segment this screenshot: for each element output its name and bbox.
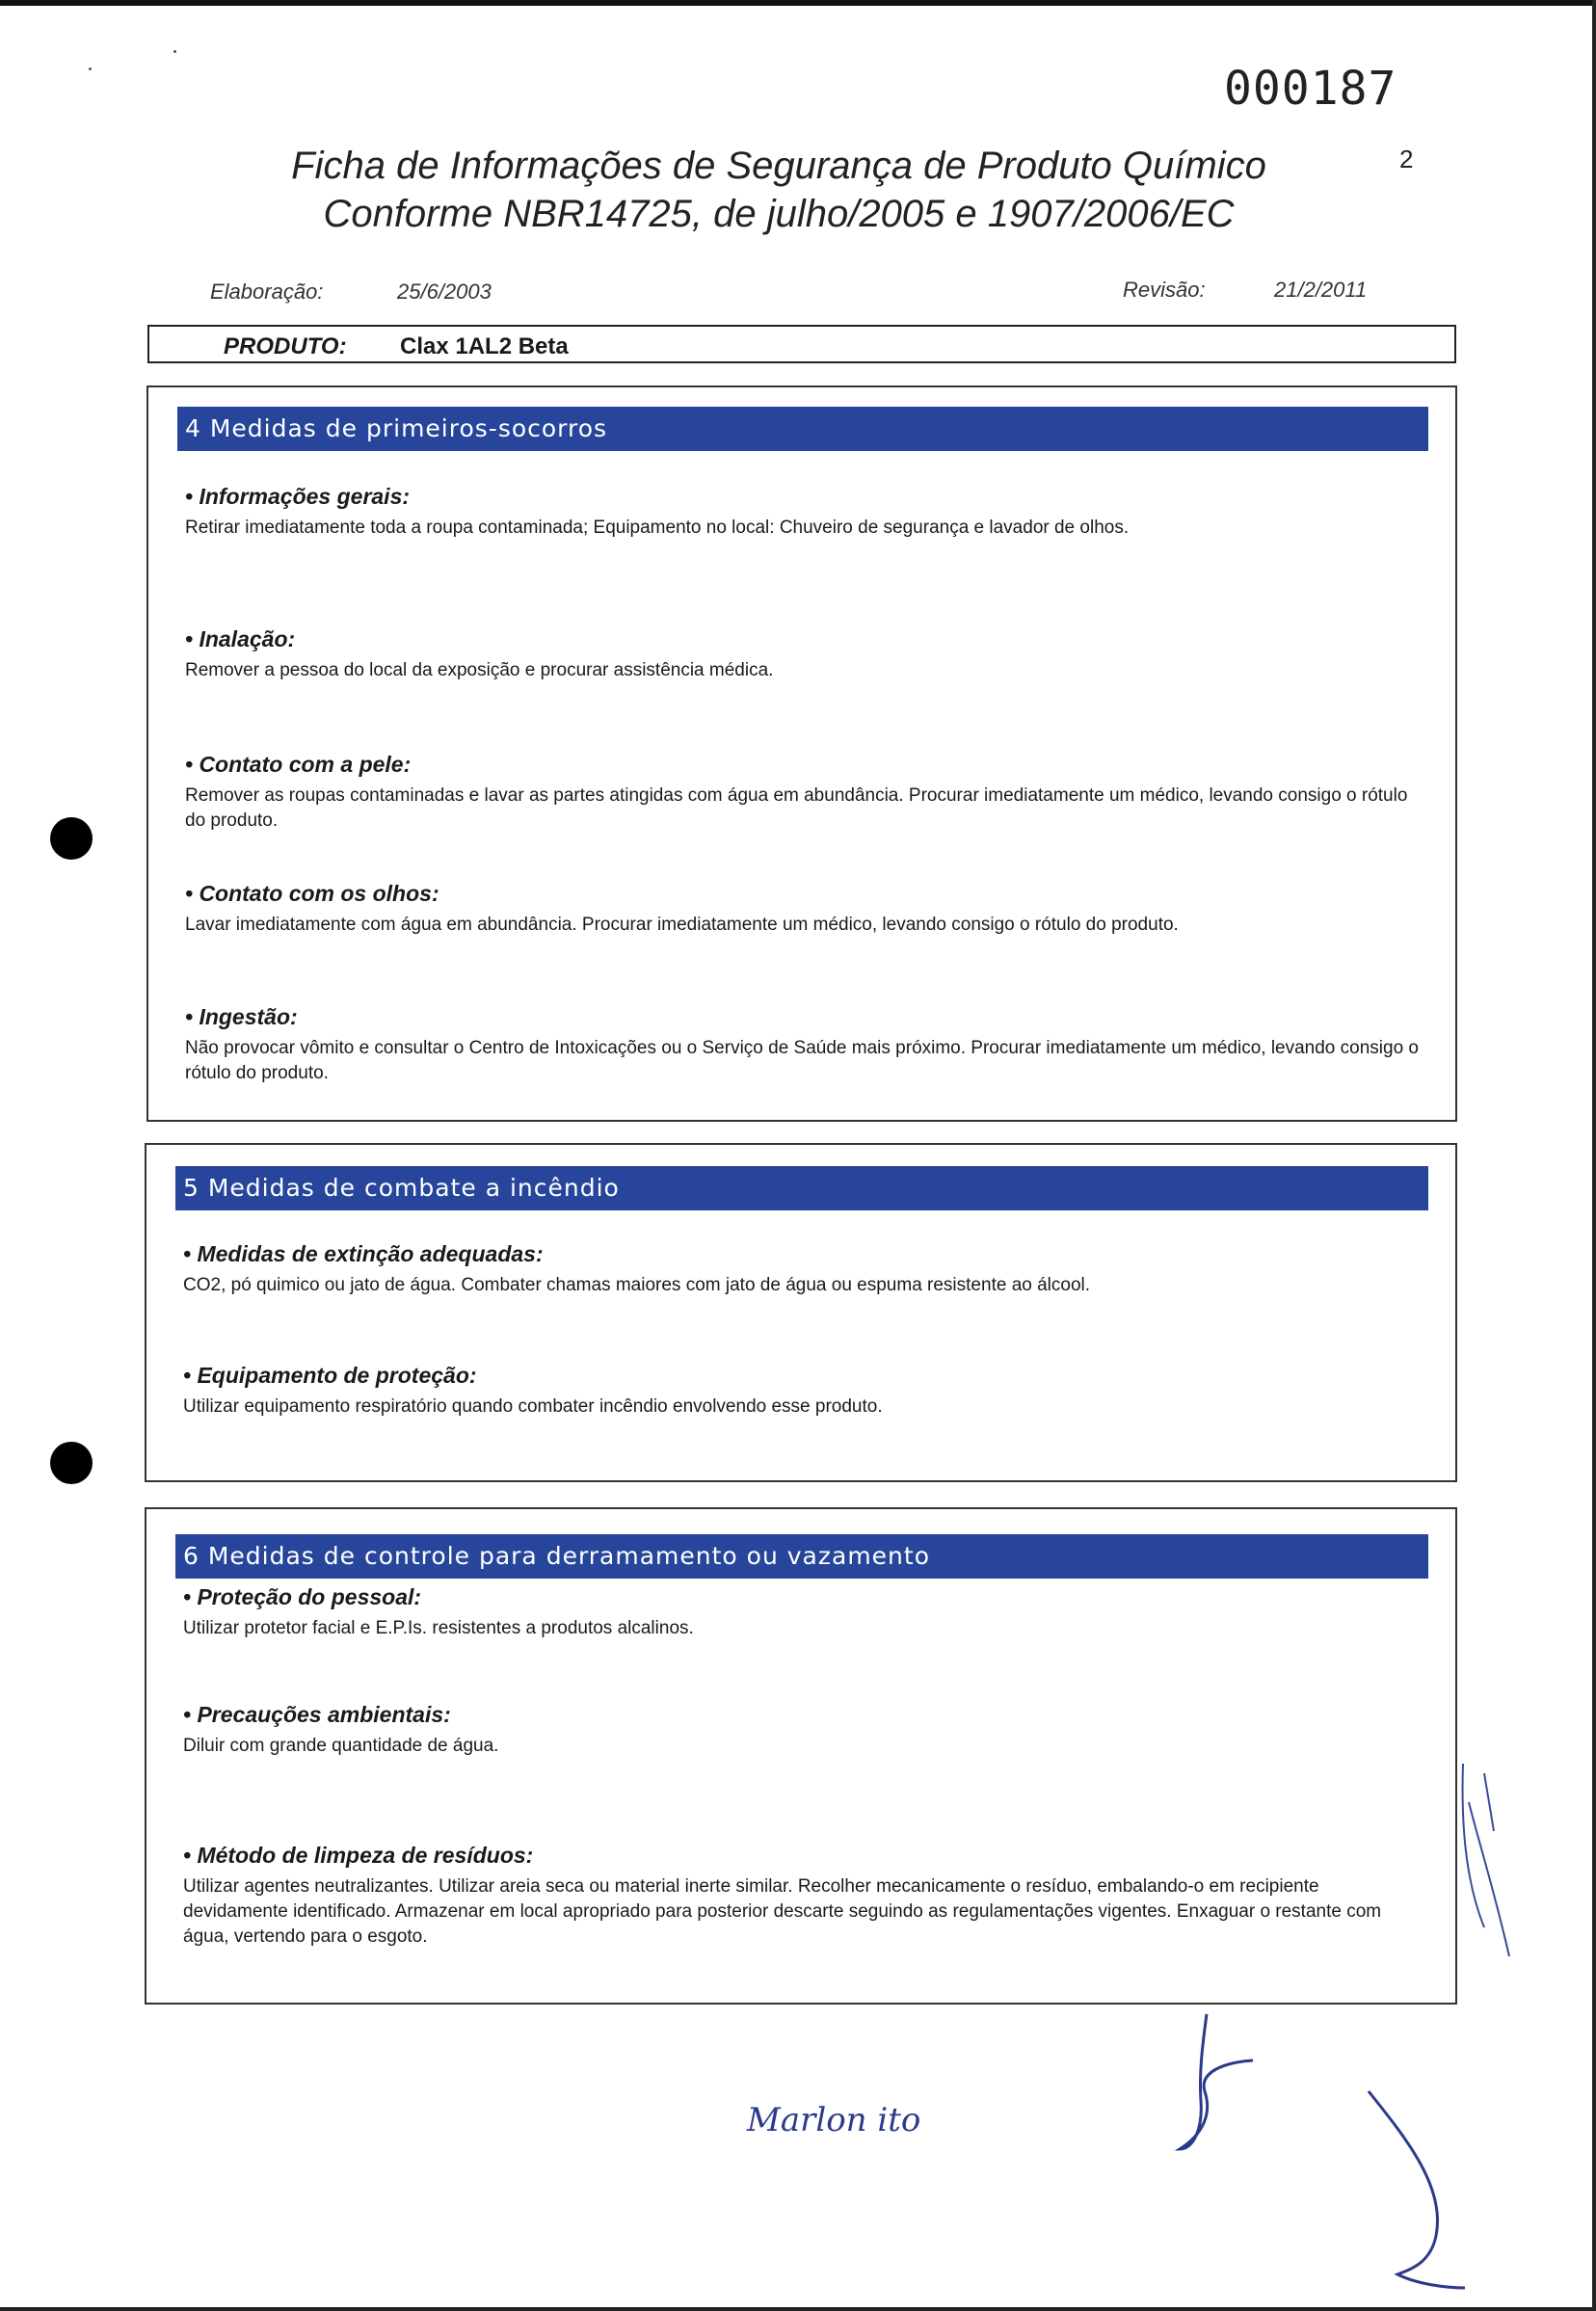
info-item xyxy=(183,1702,1426,1759)
revisao-date: 21/2/2011 xyxy=(1274,278,1368,302)
handwritten-bracket-mark xyxy=(1359,2082,1494,2303)
item-title: • Precauções ambientais: xyxy=(183,1702,451,1727)
item-title: • Equipamento de proteção: xyxy=(183,1363,477,1388)
page-number: 2 xyxy=(1399,145,1414,173)
item-title: • Informações gerais: xyxy=(185,484,411,509)
item-text: Lavar imediatamente com água em abundância. Procurar imediatamente um médico, levando consigo o rótulo do produto. xyxy=(185,915,1179,935)
info-item xyxy=(183,1363,1426,1420)
handwritten-margin-mark xyxy=(1455,1744,1523,1966)
page-edge-bottom xyxy=(0,2307,1596,2311)
item-text: Retirar imediatamente toda a roupa contaminada; Equipamento no local: Chuveiro de segurança e lavador de olhos. xyxy=(185,518,1130,538)
item-text: Utilizar agentes neutralizantes. Utilizar areia seca ou material inerte similar. Recolher mecanicamente o resíduo, embalando-o em recipiente devidamente identificado. Armazenar em local apropriado para posterior descarte seguindo as regulamentações vigentes. Enxaguar o restante com água, vertendo para o esgoto. xyxy=(183,1876,1382,1947)
page-edge-top xyxy=(0,0,1596,6)
item-text: Remover as roupas contaminadas e lavar as partes atingidas com água em abundância. Procurar imediatamente um médico, levando consigo o rótulo do produto. xyxy=(185,785,1408,831)
section-header: 5 Medidas de combate a incêndio xyxy=(175,1166,1428,1210)
scan-speck xyxy=(89,67,92,70)
document-title-line2: Conforme NBR14725, de julho/2005 e 1907/2006/EC xyxy=(323,193,1235,235)
scan-speck xyxy=(173,50,176,53)
item-title: • Contato com a pele: xyxy=(185,752,412,777)
info-item xyxy=(185,484,1426,541)
section-header: 6 Medidas de controle para derramamento ou vazamento xyxy=(175,1534,1428,1579)
item-text: CO2, pó quimico ou jato de água. Combater chamas maiores com jato de água ou espuma resistente ao álcool. xyxy=(183,1275,1091,1295)
section-first-aid xyxy=(146,385,1457,1122)
handwritten-signature: Marlon ito xyxy=(747,2101,921,2139)
document-title-line1: Ficha de Informações de Segurança de Produto Químico xyxy=(291,145,1266,187)
handwritten-initial-mark xyxy=(1157,2005,1272,2159)
product-label: PRODUTO: xyxy=(224,333,347,359)
item-text: Utilizar protetor facial e E.P.Is. resistentes a produtos alcalinos. xyxy=(183,1618,694,1638)
section-fire-fighting xyxy=(145,1143,1457,1482)
revisao-label: Revisão: xyxy=(1123,278,1206,302)
item-text: Utilizar equipamento respiratório quando combater incêndio envolvendo esse produto. xyxy=(183,1396,883,1417)
item-text: Diluir com grande quantidade de água. xyxy=(183,1736,499,1756)
section-header: 4 Medidas de primeiros-socorros xyxy=(177,407,1428,451)
item-text: Não provocar vômito e consultar o Centro de Intoxicações ou o Serviço de Saúde mais próximo. Procurar imediatamente um médico, levando consigo o rótulo do produto. xyxy=(185,1038,1419,1083)
info-item xyxy=(185,626,1426,683)
info-item xyxy=(185,752,1426,834)
item-title: • Contato com os olhos: xyxy=(185,881,439,906)
punch-hole xyxy=(50,1442,93,1484)
punch-hole xyxy=(50,817,93,860)
page-edge-right xyxy=(1592,0,1596,2311)
info-item xyxy=(185,881,1426,938)
info-item xyxy=(183,1241,1426,1298)
info-item xyxy=(183,1584,1426,1641)
item-text: Remover a pessoa do local da exposição e procurar assistência médica. xyxy=(185,660,774,680)
elaboracao-date: 25/6/2003 xyxy=(397,279,492,304)
info-item xyxy=(185,1004,1426,1086)
item-title: • Proteção do pessoal: xyxy=(183,1584,422,1609)
product-name: Clax 1AL2 Beta xyxy=(400,333,569,359)
item-title: • Ingestão: xyxy=(185,1004,298,1029)
section-spill-control xyxy=(145,1507,1457,2005)
item-title: • Método de limpeza de resíduos: xyxy=(183,1843,534,1868)
elaboracao-label: Elaboração: xyxy=(210,279,324,304)
document-number: 000187 xyxy=(1224,62,1397,116)
item-title: • Medidas de extinção adequadas: xyxy=(183,1241,544,1266)
info-item xyxy=(183,1843,1426,1950)
item-title: • Inalação: xyxy=(185,626,296,651)
